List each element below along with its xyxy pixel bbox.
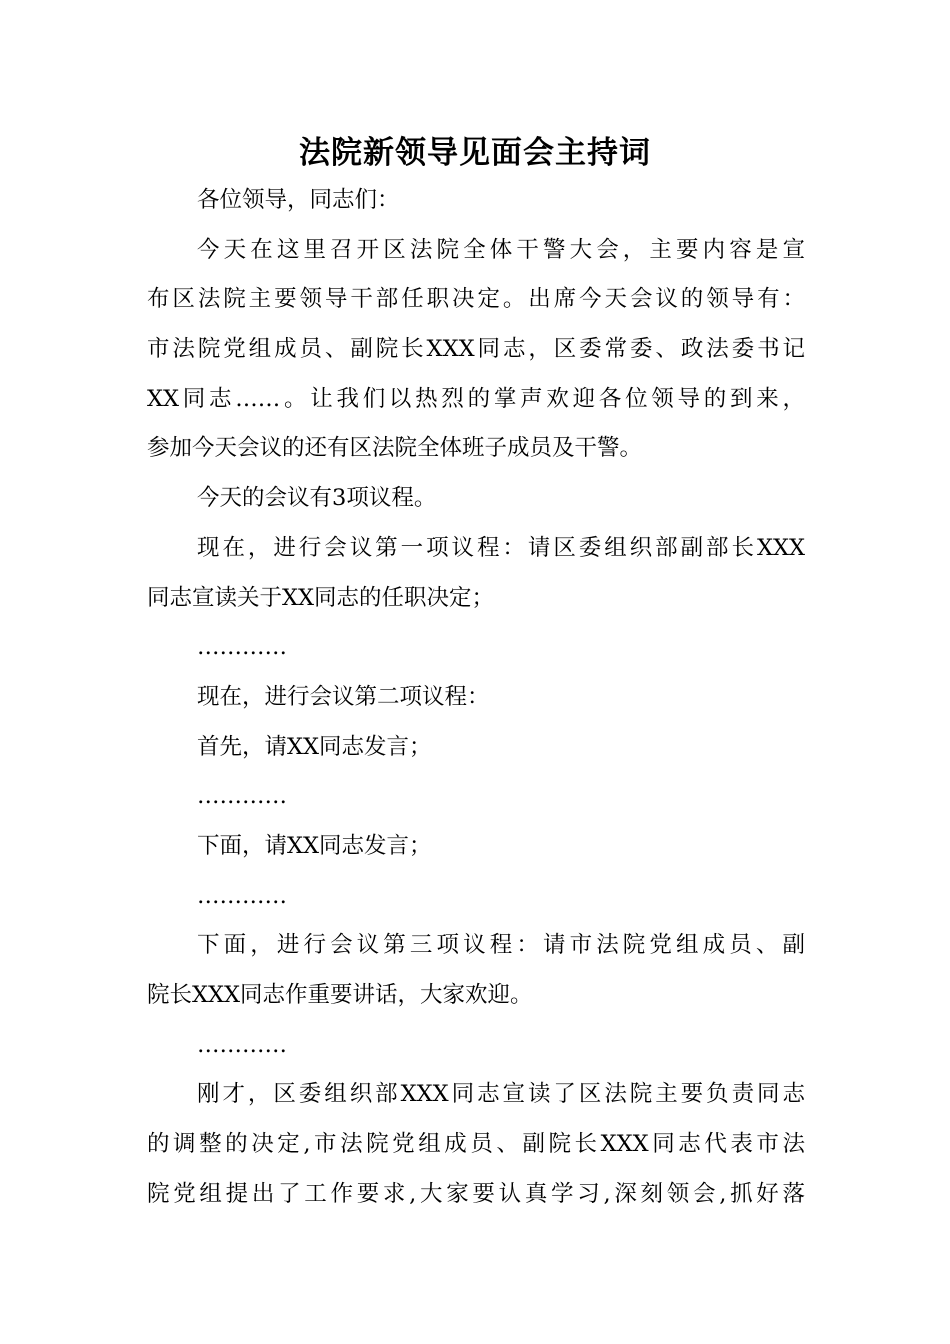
ellipsis-line: ………… (197, 783, 287, 810)
text-line: 现在，进行会议第一项议程：请区委组织部副部长XXX (197, 534, 805, 561)
text-line: 布区法院主要领导干部任职决定。出席今天会议的领导有： (147, 286, 805, 313)
text-line: 今天的会议有3项议程。 (197, 485, 437, 512)
text-line: 的调整的决定,市法院党组成员、副院长XXX同志代表市法 (147, 1131, 805, 1158)
ellipsis-line: ………… (197, 634, 287, 661)
document-title: 法院新领导见面会主持词 (299, 135, 651, 171)
text-line: 刚才，区委组织部XXX同志宣读了区法院主要负责同志 (197, 1081, 805, 1108)
text-line: 各位领导，同志们： (197, 187, 400, 213)
text-line: 今天在这里召开区法院全体干警大会，主要内容是宣 (197, 236, 805, 263)
document-body (147, 176, 805, 1219)
ellipsis-line: ………… (197, 1031, 287, 1058)
text-line: 下面，请XX同志发言； (197, 832, 432, 859)
text-line: 院党组提出了工作要求,大家要认真学习,深刻领会,抓好落 (147, 1180, 805, 1207)
text-line: 首先，请XX同志发言； (197, 733, 432, 760)
text-line: 市法院党组成员、副院长XXX同志，区委常委、政法委书记 (147, 336, 805, 363)
text-line: 同志宣读关于XX同志的任职决定； (147, 584, 495, 611)
text-line: 院长XXX同志作重要讲话，大家欢迎。 (147, 982, 533, 1008)
text-line: 现在，进行会议第二项议程： (197, 683, 490, 710)
ellipsis-line: ………… (197, 882, 287, 909)
text-line: XX同志……。让我们以热烈的掌声欢迎各位领导的到来， (147, 385, 805, 412)
text-line: 参加今天会议的还有区法院全体班子成员及干警。 (147, 435, 643, 462)
text-line: 下面，进行会议第三项议程：请市法院党组成员、副 (197, 932, 805, 959)
